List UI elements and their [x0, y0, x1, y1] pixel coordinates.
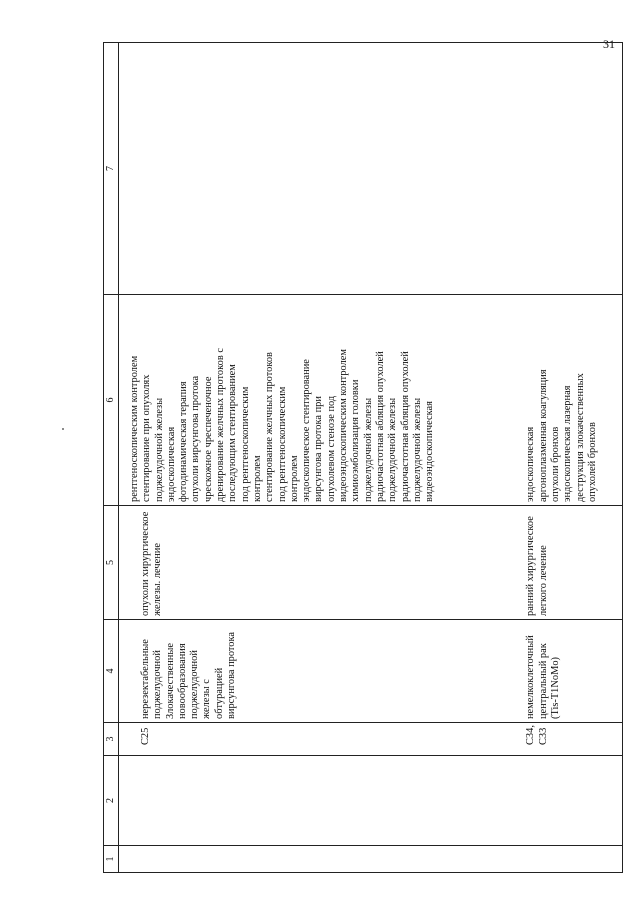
scan-speck [62, 428, 64, 430]
model-line: немелкоклеточный [525, 635, 537, 719]
treatment-line: опухоли хирургическое [140, 511, 151, 616]
col-header-7: 7 [104, 43, 119, 295]
method-line: под рентгеноскопическим [239, 386, 251, 502]
table-row-c25 [119, 43, 524, 873]
method-line: эндоскопическая [165, 426, 177, 502]
cell-code [523, 723, 622, 756]
method-line: эндоскопическая [525, 426, 537, 502]
cell-model [119, 620, 524, 723]
model-line: Злокачественные [164, 643, 176, 719]
method-line: эндоскопическая лазерная [562, 385, 574, 502]
method-line: контролем [288, 455, 300, 502]
cell-empty-7 [119, 43, 524, 295]
col-header-6: 6 [104, 295, 119, 506]
cell-model [523, 620, 622, 723]
method-line: радиочастотная абляция опухолей [399, 351, 411, 502]
cell-methods [119, 295, 524, 506]
method-line: химиоэмболизация головки [350, 379, 362, 502]
cell-code [119, 723, 524, 756]
method-line: аргоноплазменная коагуляция [537, 369, 549, 502]
cell-empty-7 [523, 43, 622, 295]
method-line: дренирование желчных протоков с [215, 348, 227, 502]
method-line: эндоскопическое стентирование [301, 359, 313, 502]
header-row [104, 43, 119, 873]
method-line: радиочастотная абляция опухолей [374, 351, 386, 502]
method-line: стентирование при опухолях [141, 374, 153, 502]
procedures-table [103, 42, 623, 873]
method-line: контролем [251, 455, 263, 502]
method-line: фотодинамическая терапия [178, 381, 190, 502]
method-line: последующим стентированием [227, 364, 239, 502]
treatment-line: легкого лечение [537, 545, 549, 616]
code-text: C34, C33 [525, 725, 549, 745]
cell-methods [523, 295, 622, 506]
cell-treatment [119, 506, 524, 620]
model-line: поджелудочной железы с [189, 650, 213, 719]
method-line: под рентгеноскопическим [276, 386, 288, 502]
method-line: чрескожное чреспеченочное [202, 376, 214, 502]
method-line: опухолевом стенозе под [325, 395, 337, 502]
col-header-5: 5 [104, 506, 119, 620]
method-line: деструкция злокачественных [574, 373, 586, 502]
method-line: опухоли бронхов [550, 426, 561, 502]
col-header-2: 2 [104, 756, 119, 846]
method-line: поджелудочной железы [387, 397, 399, 502]
method-line: вирсунгова протока при [313, 396, 325, 502]
method-line: опухоли вирсунгова протока [190, 375, 202, 502]
method-line: поджелудочной железы [153, 397, 165, 502]
treatment-line: ранний хирургическое [525, 516, 537, 616]
model-line: центральный рак [537, 643, 549, 719]
method-line: рентгеноскопическим контролем [129, 355, 140, 502]
method-line: поджелудочной железы [411, 397, 423, 502]
cell-empty-1 [119, 846, 524, 873]
method-line: поджелудочной железы [362, 397, 374, 502]
table-row-c34 [523, 43, 622, 873]
code-text: C25 [140, 727, 151, 745]
model-line: обтурацией вирсунгова протока [213, 632, 238, 719]
method-line: стентирование желчных протоков [264, 352, 276, 502]
treatment-line: железы. лечение [152, 543, 164, 616]
method-line: видеоэндоскопическая [424, 401, 436, 502]
rotated-table [103, 43, 623, 873]
col-header-4: 4 [104, 620, 119, 723]
method-line: опухолей бронхов [586, 422, 598, 502]
col-header-3: 3 [104, 723, 119, 756]
cell-empty-2 [119, 756, 524, 846]
model-line: новообразования [176, 643, 188, 719]
model-line: нерезектабельные [140, 639, 151, 719]
page-number: 31 [603, 37, 615, 51]
method-line: видеоэндоскопическим контролем [338, 349, 350, 502]
cell-treatment [523, 506, 622, 620]
model-line: (Tis-T1NoMo) [550, 657, 561, 719]
col-header-1: 1 [104, 846, 119, 873]
cell-empty-1 [523, 846, 622, 873]
cell-empty-2 [523, 756, 622, 846]
model-line: поджелудочной [152, 650, 164, 719]
